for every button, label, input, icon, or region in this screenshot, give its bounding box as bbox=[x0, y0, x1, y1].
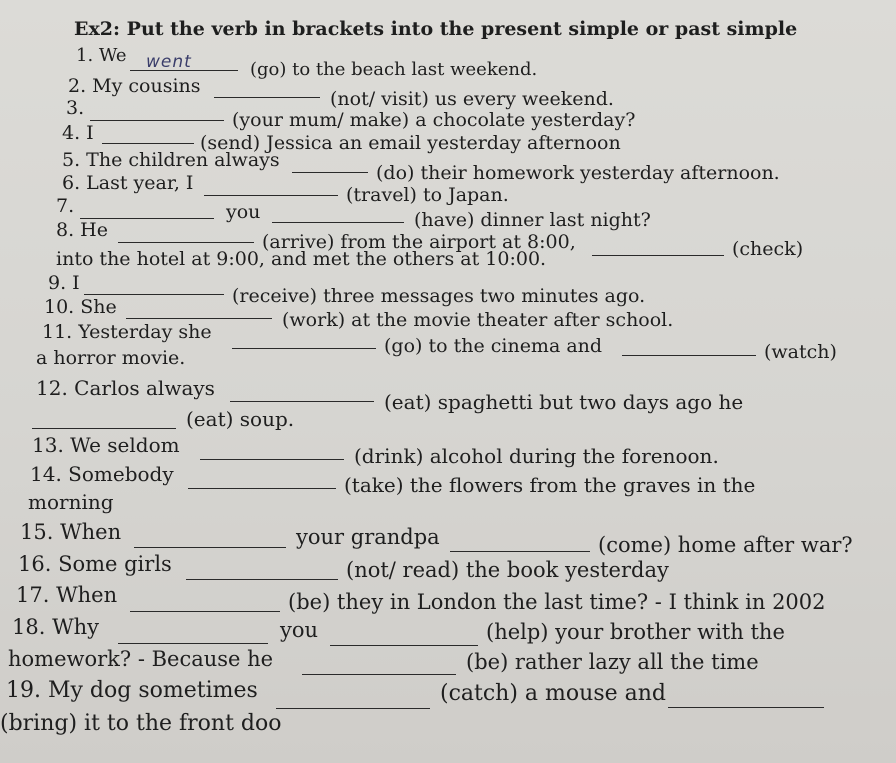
exercise-title: Ex2: Put the verb in brackets into the present simple or past simple bbox=[74, 18, 798, 40]
sentence-14-end: (take) the flowers from the graves in the bbox=[344, 473, 756, 497]
answer-blank-4[interactable] bbox=[102, 143, 194, 144]
answer-blank-13[interactable] bbox=[200, 459, 344, 460]
sentence-4-end: (send) Jessica an email yesterday afternoon bbox=[200, 132, 621, 154]
sentence-8-mid: (arrive) from the airport at 8:00, bbox=[262, 231, 576, 253]
sentence-19-mid: (catch) a mouse and bbox=[440, 681, 666, 706]
answer-blank-6[interactable] bbox=[204, 195, 338, 196]
sentence-14-start: 14. Somebody bbox=[30, 462, 174, 486]
sentence-17-end: (be) they in London the last time? - I think in 2002 bbox=[288, 590, 826, 614]
sentence-5-start: 5. The children always bbox=[62, 149, 280, 171]
sentence-18-start: 18. Why bbox=[12, 615, 100, 639]
sentence-9-end: (receive) three messages two minutes ago. bbox=[232, 285, 646, 307]
sentence-15-start: 15. When bbox=[20, 520, 122, 544]
answer-blank-8b[interactable] bbox=[592, 255, 724, 256]
sentence-14-cont: morning bbox=[28, 490, 114, 514]
sentence-6-end: (travel) to Japan. bbox=[346, 184, 509, 206]
answer-blank-7b[interactable] bbox=[272, 222, 404, 223]
sentence-7-end: (have) dinner last night? bbox=[414, 209, 651, 231]
sentence-6-start: 6. Last year, I bbox=[62, 172, 194, 194]
sentence-8-check: (check) bbox=[732, 238, 804, 260]
sentence-19-cont: (bring) it to the front doo bbox=[0, 711, 282, 736]
answer-blank-10[interactable] bbox=[126, 318, 272, 319]
sentence-4-start: 4. I bbox=[62, 122, 94, 144]
sentence-8-start: 8. He bbox=[56, 219, 108, 241]
sentence-10-end: (work) at the movie theater after school. bbox=[282, 309, 674, 331]
sentence-18-end: (help) your brother with the bbox=[486, 620, 785, 644]
sentence-12-end: (eat) soup. bbox=[186, 407, 295, 431]
answer-blank-12b[interactable] bbox=[32, 428, 176, 429]
sentence-3-start: 3. bbox=[66, 97, 85, 119]
answer-blank-18b[interactable] bbox=[330, 645, 478, 646]
answer-blank-19a[interactable] bbox=[276, 708, 430, 709]
answer-blank-16[interactable] bbox=[186, 579, 338, 580]
handwritten-answer: went bbox=[146, 52, 192, 72]
answer-blank-15a[interactable] bbox=[134, 547, 286, 548]
sentence-18-mid: you bbox=[280, 618, 319, 642]
answer-blank-18c[interactable] bbox=[302, 674, 456, 675]
sentence-7-mid: you bbox=[226, 201, 261, 223]
answer-blank-11a[interactable] bbox=[232, 348, 376, 349]
sentence-15-end: (come) home after war? bbox=[598, 533, 853, 557]
sentence-1-start: 1. We bbox=[76, 45, 127, 66]
sentence-5-end: (do) their homework yesterday afternoon. bbox=[376, 162, 780, 184]
sentence-12-mid: (eat) spaghetti but two days ago he bbox=[384, 390, 744, 414]
sentence-9-start: 9. I bbox=[48, 272, 80, 294]
sentence-8-cont: into the hotel at 9:00, and met the others at 10:00. bbox=[56, 248, 547, 270]
sentence-19-start: 19. My dog sometimes bbox=[6, 678, 258, 703]
sentence-13-start: 13. We seldom bbox=[32, 433, 180, 457]
answer-blank-12a[interactable] bbox=[230, 401, 374, 402]
answer-blank-14[interactable] bbox=[188, 488, 336, 489]
answer-blank-3[interactable] bbox=[90, 120, 224, 121]
sentence-16-end: (not/ read) the book yesterday bbox=[346, 558, 669, 582]
sentence-11-start: 11. Yesterday she bbox=[42, 321, 212, 343]
sentence-3-end: (your mum/ make) a chocolate yesterday? bbox=[232, 109, 636, 131]
sentence-18-cont: homework? - Because he bbox=[8, 647, 274, 671]
answer-blank-17[interactable] bbox=[130, 611, 280, 612]
sentence-1-end: (go) to the beach last weekend. bbox=[250, 59, 538, 80]
answer-blank-5[interactable] bbox=[292, 172, 368, 173]
sentence-12-start: 12. Carlos always bbox=[36, 376, 215, 400]
sentence-11-cont: a horror movie. bbox=[36, 347, 186, 369]
sentence-2-start: 2. My cousins bbox=[68, 75, 201, 97]
answer-blank-2[interactable] bbox=[214, 97, 320, 98]
answer-blank-11b[interactable] bbox=[622, 355, 756, 356]
sentence-10-start: 10. She bbox=[44, 296, 117, 318]
answer-blank-18a[interactable] bbox=[118, 643, 268, 644]
sentence-16-start: 16. Some girls bbox=[18, 552, 172, 576]
sentence-17-start: 17. When bbox=[16, 583, 118, 607]
answer-blank-19b[interactable] bbox=[668, 707, 824, 708]
sentence-15-mid: your grandpa bbox=[296, 525, 440, 549]
sentence-18-end2: (be) rather lazy all the time bbox=[466, 650, 759, 674]
sentence-13-end: (drink) alcohol during the forenoon. bbox=[354, 444, 719, 468]
answer-blank-8a[interactable] bbox=[118, 242, 254, 243]
sentence-11-watch: (watch) bbox=[764, 341, 837, 363]
sentence-7-start: 7. bbox=[56, 195, 75, 217]
sentence-11-mid: (go) to the cinema and bbox=[384, 335, 603, 357]
sentence-2-end: (not/ visit) us every weekend. bbox=[330, 88, 614, 110]
answer-blank-15b[interactable] bbox=[450, 551, 590, 552]
